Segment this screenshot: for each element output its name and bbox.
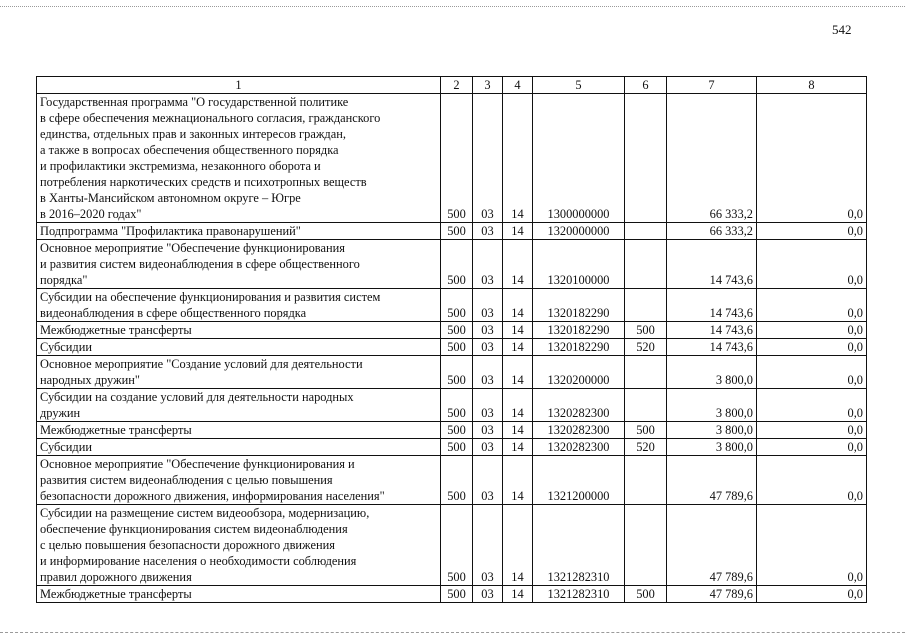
subsection-cell: 14 (503, 322, 533, 339)
page-number: 542 (832, 22, 852, 37)
federal-amount-cell: 0,0 (757, 439, 867, 456)
expense-type-cell (625, 456, 667, 505)
kvsr-cell: 500 (441, 240, 473, 289)
row-name-cell (37, 586, 441, 603)
column-header-7: 7 (667, 77, 757, 94)
expense-type-cell (625, 223, 667, 240)
row-name-line: народных дружин" (40, 373, 140, 387)
table-row (37, 289, 867, 322)
amount-cell: 14 743,6 (667, 289, 757, 322)
target-article-cell: 1320200000 (533, 356, 625, 389)
amount-cell: 47 789,6 (667, 456, 757, 505)
row-name-line: Основное мероприятие "Обеспечение функционирования (40, 241, 345, 255)
row-name-cell (37, 240, 441, 289)
subsection-cell: 14 (503, 505, 533, 586)
table-row (37, 439, 867, 456)
row-name-line: а также в вопросах обеспечения общественного порядка (40, 143, 339, 157)
row-name-cell (37, 223, 441, 240)
table-row (37, 94, 867, 223)
subsection-cell: 14 (503, 456, 533, 505)
row-name-line: Субсидии (40, 340, 92, 354)
expense-type-cell: 520 (625, 439, 667, 456)
column-header-8: 8 (757, 77, 867, 94)
federal-amount-cell: 0,0 (757, 94, 867, 223)
row-name-line: развития систем видеонаблюдения с целью повышения (40, 473, 333, 487)
column-header-3: 3 (473, 77, 503, 94)
row-name-line: Основное мероприятие "Обеспечение функционирования и (40, 457, 355, 471)
target-article-cell: 1321282310 (533, 505, 625, 586)
row-name-cell (37, 389, 441, 422)
table-row (37, 456, 867, 505)
amount-cell: 47 789,6 (667, 505, 757, 586)
expense-type-cell: 500 (625, 322, 667, 339)
table-row (37, 322, 867, 339)
row-name-line: безопасности дорожного движения, информирования населения" (40, 489, 385, 503)
target-article-cell: 1320182290 (533, 339, 625, 356)
kvsr-cell: 500 (441, 289, 473, 322)
row-name-line: видеонаблюдения в сфере общественного порядка (40, 306, 307, 320)
row-name-line: единства, отдельных прав и законных интересов граждан, (40, 127, 346, 141)
row-name-line: Межбюджетные трансферты (40, 423, 192, 437)
expense-type-cell (625, 240, 667, 289)
expense-type-cell: 500 (625, 422, 667, 439)
subsection-cell: 14 (503, 94, 533, 223)
row-name-line: в Ханты-Мансийском автономном округе – Югре (40, 191, 301, 205)
subsection-cell: 14 (503, 339, 533, 356)
target-article-cell: 1300000000 (533, 94, 625, 223)
row-name-line: в сфере обеспечения межнационального согласия, гражданского (40, 111, 381, 125)
kvsr-cell: 500 (441, 339, 473, 356)
header-row (37, 77, 867, 94)
column-header-2: 2 (441, 77, 473, 94)
row-name-line: в 2016–2020 годах" (40, 207, 142, 221)
expense-type-cell (625, 356, 667, 389)
kvsr-cell: 500 (441, 223, 473, 240)
table-row (37, 356, 867, 389)
kvsr-cell: 500 (441, 322, 473, 339)
row-name-line: Субсидии на обеспечение функционирования и развития систем (40, 290, 381, 304)
amount-cell: 3 800,0 (667, 356, 757, 389)
target-article-cell: 1320182290 (533, 289, 625, 322)
row-name-line: Межбюджетные трансферты (40, 587, 192, 601)
kvsr-cell: 500 (441, 586, 473, 603)
kvsr-cell: 500 (441, 505, 473, 586)
section-cell: 03 (473, 439, 503, 456)
subsection-cell: 14 (503, 586, 533, 603)
row-name-line: порядка" (40, 273, 88, 287)
target-article-cell: 1320182290 (533, 322, 625, 339)
section-cell: 03 (473, 389, 503, 422)
column-header-6: 6 (625, 77, 667, 94)
subsection-cell: 14 (503, 289, 533, 322)
row-name-line: правил дорожного движения (40, 570, 192, 584)
target-article-cell: 1320282300 (533, 422, 625, 439)
column-header-5: 5 (533, 77, 625, 94)
section-cell: 03 (473, 586, 503, 603)
subsection-cell: 14 (503, 356, 533, 389)
scan-edge-top (0, 6, 905, 7)
row-name-cell (37, 456, 441, 505)
subsection-cell: 14 (503, 422, 533, 439)
subsection-cell: 14 (503, 439, 533, 456)
expense-type-cell: 500 (625, 586, 667, 603)
kvsr-cell: 500 (441, 439, 473, 456)
amount-cell: 14 743,6 (667, 339, 757, 356)
section-cell: 03 (473, 223, 503, 240)
row-name-line: Межбюджетные трансферты (40, 323, 192, 337)
row-name-line: Государственная программа "О государственной политике (40, 95, 349, 109)
row-name-cell (37, 422, 441, 439)
expense-type-cell (625, 389, 667, 422)
kvsr-cell: 500 (441, 94, 473, 223)
amount-cell: 3 800,0 (667, 439, 757, 456)
target-article-cell: 1320282300 (533, 439, 625, 456)
section-cell: 03 (473, 289, 503, 322)
row-name-cell (37, 289, 441, 322)
expense-type-cell (625, 505, 667, 586)
column-header-4: 4 (503, 77, 533, 94)
target-article-cell: 1320282300 (533, 389, 625, 422)
federal-amount-cell: 0,0 (757, 586, 867, 603)
target-article-cell: 1321282310 (533, 586, 625, 603)
table-row (37, 240, 867, 289)
expense-type-cell (625, 289, 667, 322)
column-header-1: 1 (37, 77, 441, 94)
federal-amount-cell: 0,0 (757, 505, 867, 586)
row-name-line: Субсидии (40, 440, 92, 454)
row-name-line: дружин (40, 406, 81, 420)
expense-type-cell: 520 (625, 339, 667, 356)
target-article-cell: 1321200000 (533, 456, 625, 505)
section-cell: 03 (473, 456, 503, 505)
federal-amount-cell: 0,0 (757, 356, 867, 389)
amount-cell: 3 800,0 (667, 389, 757, 422)
row-name-cell (37, 356, 441, 389)
section-cell: 03 (473, 94, 503, 223)
table-body (37, 77, 867, 603)
kvsr-cell: 500 (441, 356, 473, 389)
row-name-line: Субсидии на размещение систем видеообзора, модернизацию, (40, 506, 370, 520)
federal-amount-cell: 0,0 (757, 339, 867, 356)
amount-cell: 3 800,0 (667, 422, 757, 439)
row-name-cell (37, 94, 441, 223)
row-name-line: и развития систем видеонаблюдения в сфере общественного (40, 257, 360, 271)
amount-cell: 66 333,2 (667, 223, 757, 240)
section-cell: 03 (473, 505, 503, 586)
federal-amount-cell: 0,0 (757, 456, 867, 505)
row-name-line: и информирование населения о необходимости соблюдения (40, 554, 357, 568)
table-row (37, 586, 867, 603)
federal-amount-cell: 0,0 (757, 422, 867, 439)
table-row (37, 389, 867, 422)
amount-cell: 14 743,6 (667, 322, 757, 339)
amount-cell: 14 743,6 (667, 240, 757, 289)
kvsr-cell: 500 (441, 422, 473, 439)
section-cell: 03 (473, 339, 503, 356)
row-name-cell (37, 322, 441, 339)
row-name-line: и профилактики экстремизма, незаконного оборота и (40, 159, 321, 173)
kvsr-cell: 500 (441, 456, 473, 505)
budget-table (36, 76, 867, 603)
row-name-line: Субсидии на создание условий для деятельности народных (40, 390, 354, 404)
amount-cell: 47 789,6 (667, 586, 757, 603)
kvsr-cell: 500 (441, 389, 473, 422)
scan-edge-bottom (0, 632, 905, 633)
table-row (37, 422, 867, 439)
subsection-cell: 14 (503, 389, 533, 422)
section-cell: 03 (473, 240, 503, 289)
section-cell: 03 (473, 322, 503, 339)
table-row (37, 339, 867, 356)
row-name-line: обеспечение функционирования систем видеонаблюдения (40, 522, 348, 536)
table-row (37, 223, 867, 240)
table-row (37, 505, 867, 586)
row-name-cell (37, 439, 441, 456)
row-name-cell (37, 339, 441, 356)
federal-amount-cell: 0,0 (757, 223, 867, 240)
subsection-cell: 14 (503, 240, 533, 289)
amount-cell: 66 333,2 (667, 94, 757, 223)
federal-amount-cell: 0,0 (757, 322, 867, 339)
federal-amount-cell: 0,0 (757, 389, 867, 422)
target-article-cell: 1320000000 (533, 223, 625, 240)
row-name-line: с целью повышения безопасности дорожного движения (40, 538, 335, 552)
target-article-cell: 1320100000 (533, 240, 625, 289)
federal-amount-cell: 0,0 (757, 240, 867, 289)
section-cell: 03 (473, 356, 503, 389)
subsection-cell: 14 (503, 223, 533, 240)
section-cell: 03 (473, 422, 503, 439)
row-name-line: Основное мероприятие "Создание условий для деятельности (40, 357, 363, 371)
federal-amount-cell: 0,0 (757, 289, 867, 322)
expense-type-cell (625, 94, 667, 223)
row-name-cell (37, 505, 441, 586)
row-name-line: Подпрограмма "Профилактика правонарушений" (40, 224, 301, 238)
row-name-line: потребления наркотических средств и психотропных веществ (40, 175, 367, 189)
